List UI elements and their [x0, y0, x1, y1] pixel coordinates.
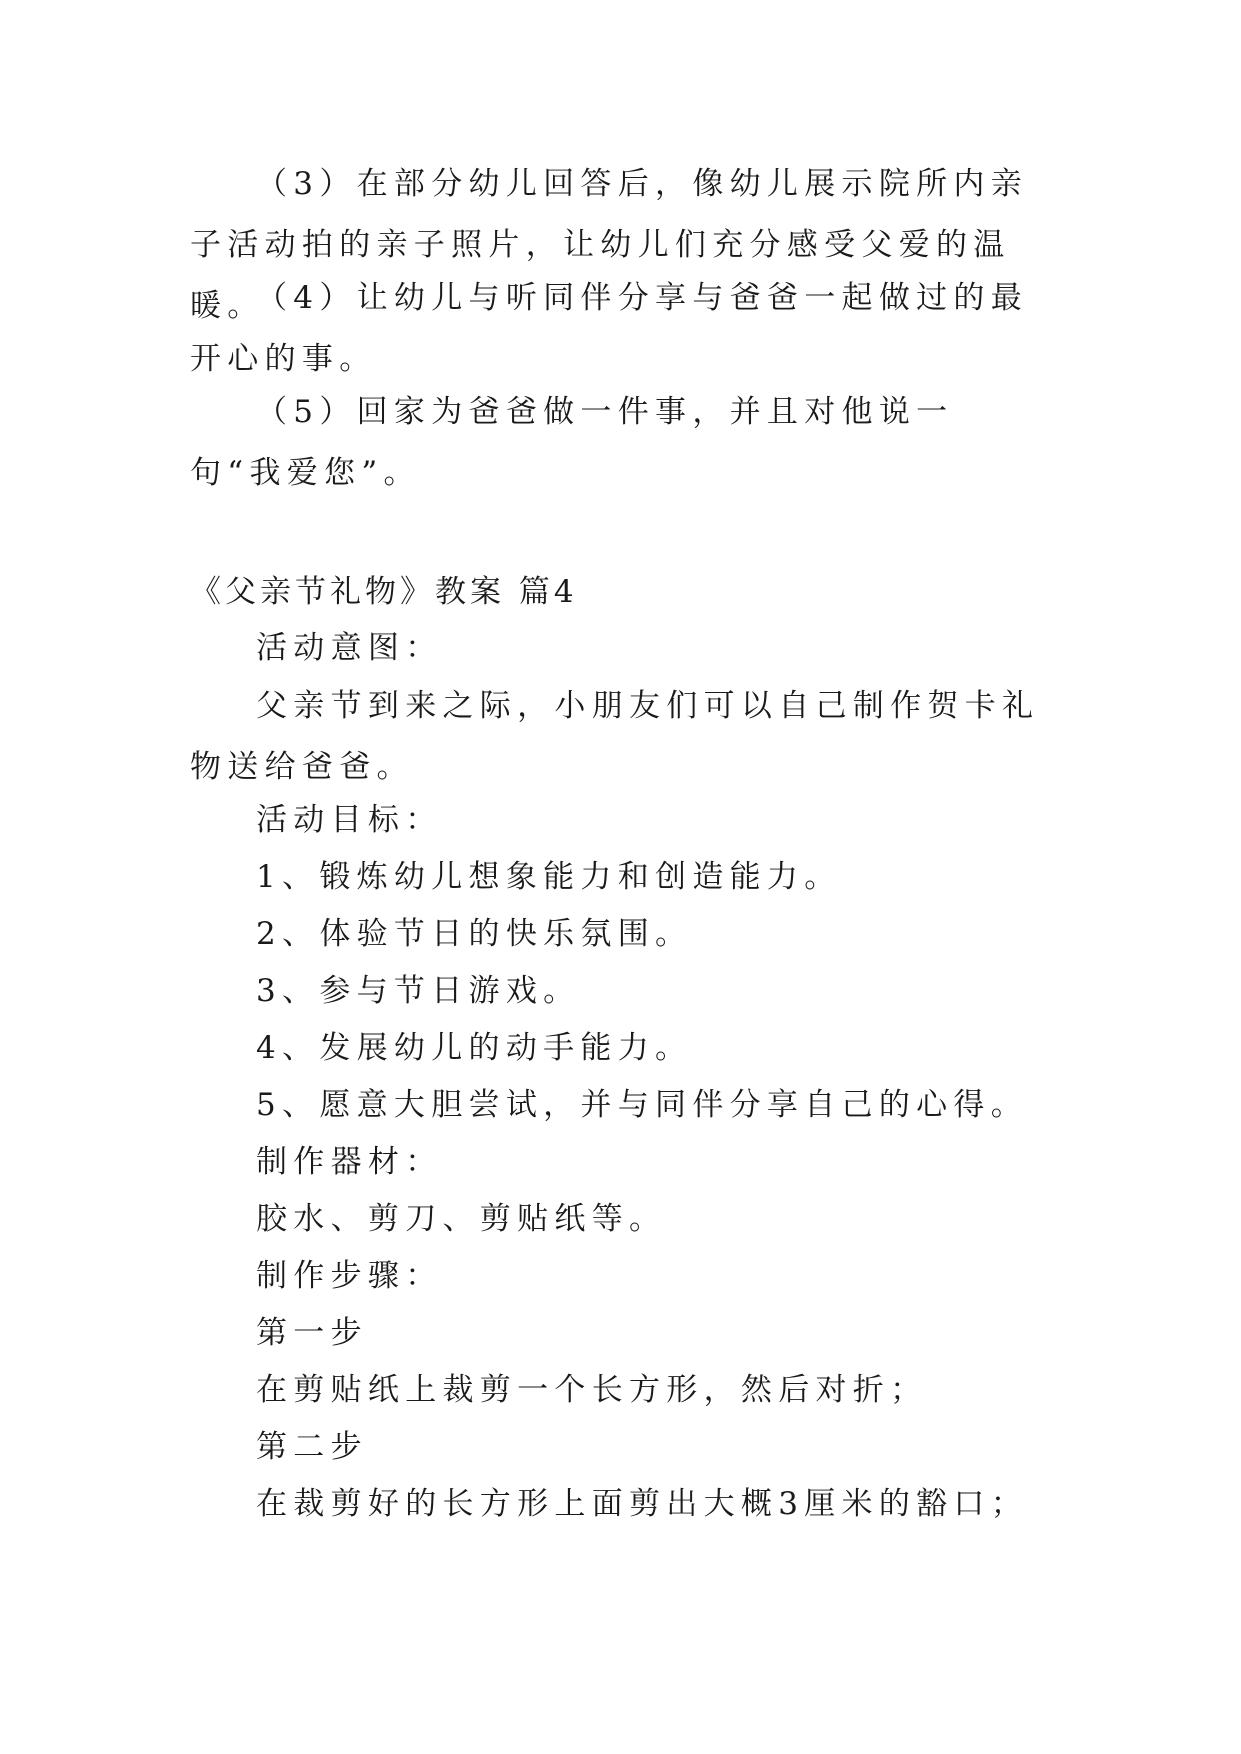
step-label: 第二步	[256, 1429, 368, 1465]
paragraph-step-3: （3）在部分幼儿回答后，像幼儿展示院所内亲子活动拍的亲子照片，让幼儿们充分感受父爱的温暖。	[190, 166, 1029, 324]
step-label: 第一步	[256, 1315, 368, 1351]
goal-item: 1、锻炼幼儿想象能力和创造能力。	[256, 859, 842, 895]
section-title: 《父亲节礼物》教案 篇4	[190, 574, 578, 610]
intent-heading: 活动意图：	[256, 630, 443, 666]
materials-text: 胶水、剪刀、剪贴纸等。	[256, 1201, 667, 1237]
goals-heading: 活动目标：	[256, 802, 443, 838]
paragraph-step-5: （5）回家为爸爸做一件事，并且对他说一句“我爱您”。	[190, 394, 954, 491]
intent-text: 父亲节到来之际，小朋友们可以自己制作贺卡礼物送给爸爸。	[190, 688, 1040, 785]
step-text: 在剪贴纸上裁剪一个长方形，然后对折；	[256, 1372, 928, 1408]
step-text: 在裁剪好的长方形上面剪出大概3厘米的豁口；	[256, 1486, 1029, 1522]
steps-heading: 制作步骤：	[256, 1258, 443, 1294]
goal-item: 2、体验节日的快乐氛围。	[256, 916, 693, 952]
materials-heading: 制作器材：	[256, 1144, 443, 1180]
paragraph-step-4: （4）让幼儿与听同伴分享与爸爸一起做过的最开心的事。	[190, 280, 1029, 377]
goal-item: 4、发展幼儿的动手能力。	[256, 1030, 693, 1066]
goal-item: 5、愿意大胆尝试，并与同伴分享自己的心得。	[256, 1087, 1029, 1123]
goal-item: 3、参与节日游戏。	[256, 973, 581, 1009]
